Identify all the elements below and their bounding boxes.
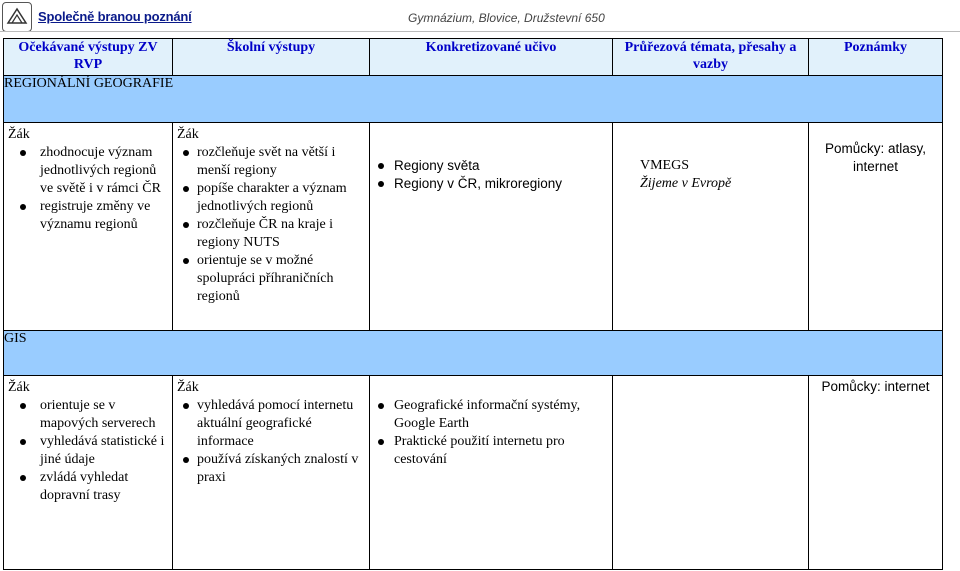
section-title: GIS [4, 331, 943, 376]
bullet-icon [20, 475, 26, 481]
bullet-icon [20, 150, 26, 156]
bullet-icon [183, 186, 189, 192]
content-cell [370, 123, 613, 331]
list-item: používá získaných znalostí v praxi [177, 451, 365, 487]
col-header-content: Konkretizované učivo [370, 39, 613, 76]
col-header-cross-topics: Průřezová témata, přesahy a vazby [613, 39, 809, 76]
notes-text: Pomůcky: internet [821, 379, 930, 394]
zak-label: Žák [177, 380, 199, 395]
school-outputs-cell [173, 376, 370, 570]
zak-label: Žák [8, 127, 30, 142]
school-outputs-cell [173, 123, 370, 331]
bullet-icon [183, 258, 189, 264]
notes-cell [809, 376, 943, 570]
bullet-icon [378, 439, 384, 445]
zak-label: Žák [8, 380, 30, 395]
list-item: orientuje se v mapových serverech [8, 397, 168, 433]
bullet-icon [20, 403, 26, 409]
school-name: Gymnázium, Blovice, Družstevní 650 [408, 11, 605, 25]
rvp-cell [4, 376, 173, 570]
list-item: vyhledává statistické i jiné údaje [8, 433, 168, 469]
list-item: vyhledává pomocí internetu aktuální geografické informace [177, 397, 365, 451]
bullet-icon [183, 150, 189, 156]
table-row [4, 123, 943, 331]
cross-topics-cell [613, 123, 809, 331]
content-cell [370, 376, 613, 570]
bullet-icon [378, 163, 384, 169]
list-item: zhodnocuje význam jednotlivých regionů ve světě i v rámci ČR [8, 144, 168, 198]
rvp-cell [4, 123, 173, 331]
bullet-icon [20, 204, 26, 210]
curriculum-table [3, 38, 943, 570]
cross-topics-cell [613, 376, 809, 570]
section-title: REGIONÁLNÍ GEOGRAFIE [4, 76, 943, 123]
section-row [4, 76, 943, 123]
list-item: popíše charakter a význam jednotlivých regionů [177, 180, 365, 216]
list-item: Regiony světa [374, 157, 608, 175]
list-item: registruje změny ve významu regionů [8, 198, 168, 234]
zak-label: Žák [177, 127, 199, 142]
list-item: Geografické informační systémy, Google Earth [374, 397, 608, 433]
list-item: Praktické použití internetu pro cestování [374, 433, 608, 469]
table-row [4, 376, 943, 570]
header-divider [0, 31, 960, 32]
list-item: zvládá vyhledat dopravní trasy [8, 469, 168, 505]
list-item: orientuje se v možné spolupráci příhraničních regionů [177, 252, 365, 306]
cross-topic-name: Žijeme v Evropě [640, 176, 732, 191]
document-header [0, 0, 960, 36]
notes-text: Pomůcky: atlasy, internet [824, 141, 927, 174]
list-item: rozčleňuje ČR na kraje i regiony NUTS [177, 216, 365, 252]
bullet-icon [378, 181, 384, 187]
bullet-icon [20, 439, 26, 445]
col-header-rvp: Očekávané výstupy ZV RVP [4, 39, 173, 76]
logo-icon [2, 2, 32, 32]
bullet-icon [378, 403, 384, 409]
cross-topic-code: VMEGS [640, 158, 690, 173]
bullet-icon [183, 403, 189, 409]
column-header-row [4, 39, 943, 76]
list-item: Regiony v ČR, mikroregiony [374, 175, 608, 193]
col-header-notes: Poznámky [809, 39, 943, 76]
bullet-icon [183, 457, 189, 463]
list-item: rozčleňuje svět na větší i menší regiony [177, 144, 365, 180]
logo-text: Společně branou poznání [38, 9, 192, 24]
col-header-school-outputs: Školní výstupy [173, 39, 370, 76]
bullet-icon [183, 222, 189, 228]
notes-cell [809, 123, 943, 331]
section-row [4, 331, 943, 376]
